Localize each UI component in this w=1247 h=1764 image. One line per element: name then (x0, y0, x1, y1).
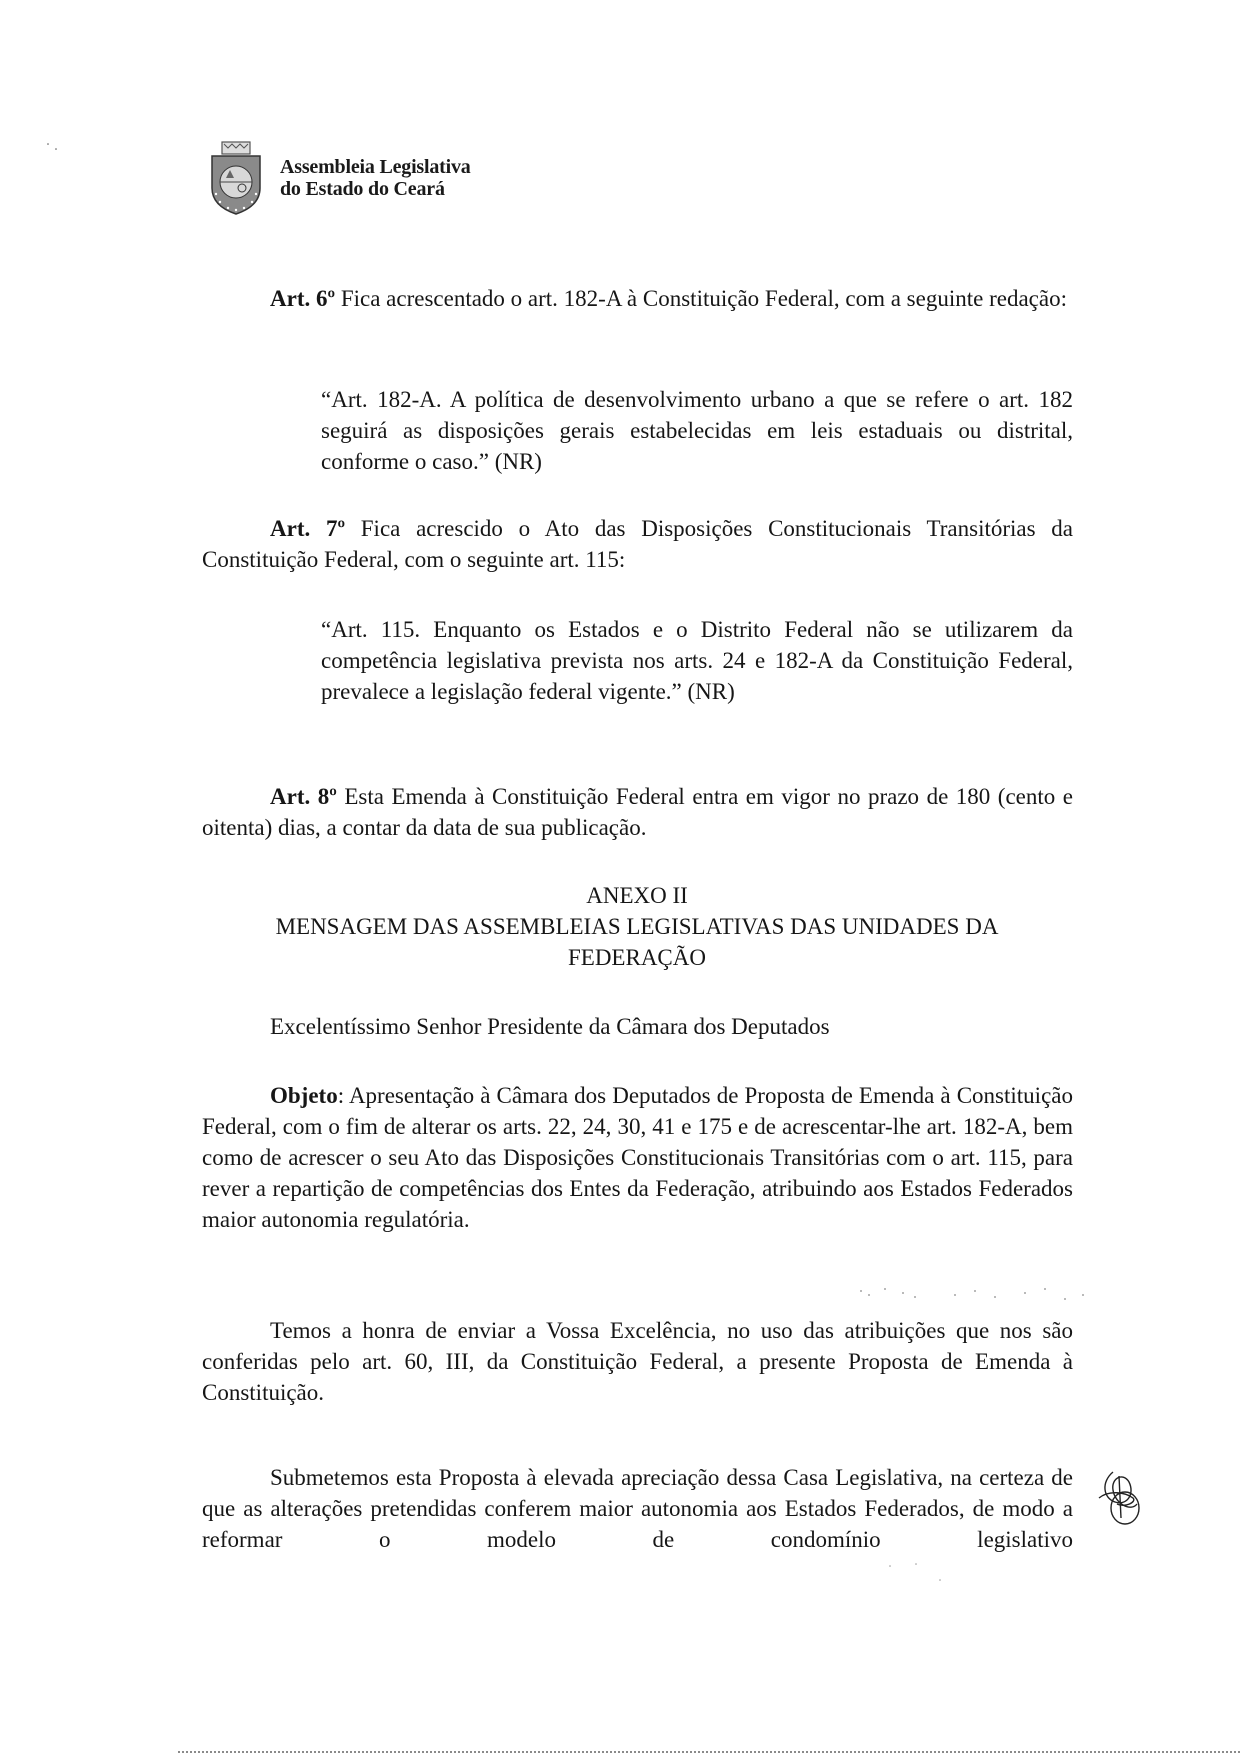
article-8 (202, 781, 1073, 843)
objeto-text: : Apresentação à Câmara dos Deputados de Proposta de Emenda à Constituição Federal, com o fim de alterar os arts. 22, 24, 30, 41 e 175 e de acrescentar-lhe art. 182-A, bem como de acrescer o seu Ato das Disposições Constitucionais Transitórias com o art. 115, para rever a repartição de competências dos Entes da Federação, atribuindo aos Estados Federados maior autonomia regulatória. (202, 1083, 1073, 1232)
article-182a-text: “Art. 182-A. A política de desenvolvimento urbano a que se refere o art. 182 seguirá as disposições gerais estabelecidas em leis estaduais ou distrital, conforme o caso.” (NR) (321, 387, 1073, 474)
coat-of-arms-icon (206, 138, 266, 218)
article-7-label: Art. 7º (270, 516, 346, 541)
article-6-label: Art. 6º (270, 286, 336, 311)
annex-title: ANEXO II (586, 883, 688, 908)
organization-name-line1: Assembleia Legislativa (280, 156, 471, 178)
handwritten-initials-icon (1095, 1468, 1145, 1528)
annex-subtitle-line1: MENSAGEM DAS ASSEMBLEIAS LEGISLATIVAS DAS UNIDADES DA (275, 914, 999, 939)
article-7-text: Fica acrescido o Ato das Disposições Constitucionais Transitórias da Constituição Federal, com o seguinte art. 115: (202, 516, 1073, 572)
scan-artifact-icon (880, 1560, 960, 1590)
organization-name-line2: do Estado do Ceará (280, 178, 445, 200)
article-115-quote (321, 614, 1073, 707)
paragraph-honra-text: Temos a honra de enviar a Vossa Excelência, no uso das atribuições que nos são conferidas pelo art. 60, III, da Constituição Federal, a presente Proposta de Emenda à Constituição. (202, 1318, 1073, 1405)
scan-specks-icon (44, 140, 64, 160)
article-8-label: Art. 8º (270, 784, 337, 809)
paragraph-submetemos (202, 1462, 1073, 1555)
article-7 (202, 513, 1073, 575)
salutation-text: Excelentíssimo Senhor Presidente da Câmara dos Deputados (270, 1014, 830, 1039)
scan-artifact-icon (855, 1285, 1095, 1315)
paragraph-honra (202, 1315, 1073, 1408)
article-6-text: Fica acrescentado o art. 182-A à Constituição Federal, com a seguinte redação: (335, 286, 1067, 311)
article-115-text: “Art. 115. Enquanto os Estados e o Distrito Federal não se utilizarem da competência legislativa prevista nos arts. 24 e 182-A da Constituição Federal, prevalece a legislação federal vigente.” (NR) (321, 617, 1073, 704)
article-8-text: Esta Emenda à Constituição Federal entra em vigor no prazo de 180 (cento e oitenta) dias, a contar da data de sua publicação. (202, 784, 1073, 840)
footer-dotted-rule (178, 1751, 1240, 1753)
salutation (202, 1011, 1073, 1042)
annex-heading (180, 880, 1094, 973)
article-6 (202, 283, 1073, 314)
letterhead (206, 138, 471, 218)
paragraph-submetemos-text: Submetemos esta Proposta à elevada apreciação dessa Casa Legislativa, na certeza de que as alterações pretendidas conferem maior autonomia aos Estados Federados, de modo a reformar o modelo de condomínio legislativo (202, 1465, 1073, 1552)
annex-subtitle-line2: FEDERAÇÃO (567, 945, 706, 970)
organization-name (280, 156, 471, 200)
objeto-label: Objeto (270, 1083, 338, 1108)
objeto-paragraph (202, 1080, 1073, 1235)
article-182a-quote (321, 384, 1073, 477)
